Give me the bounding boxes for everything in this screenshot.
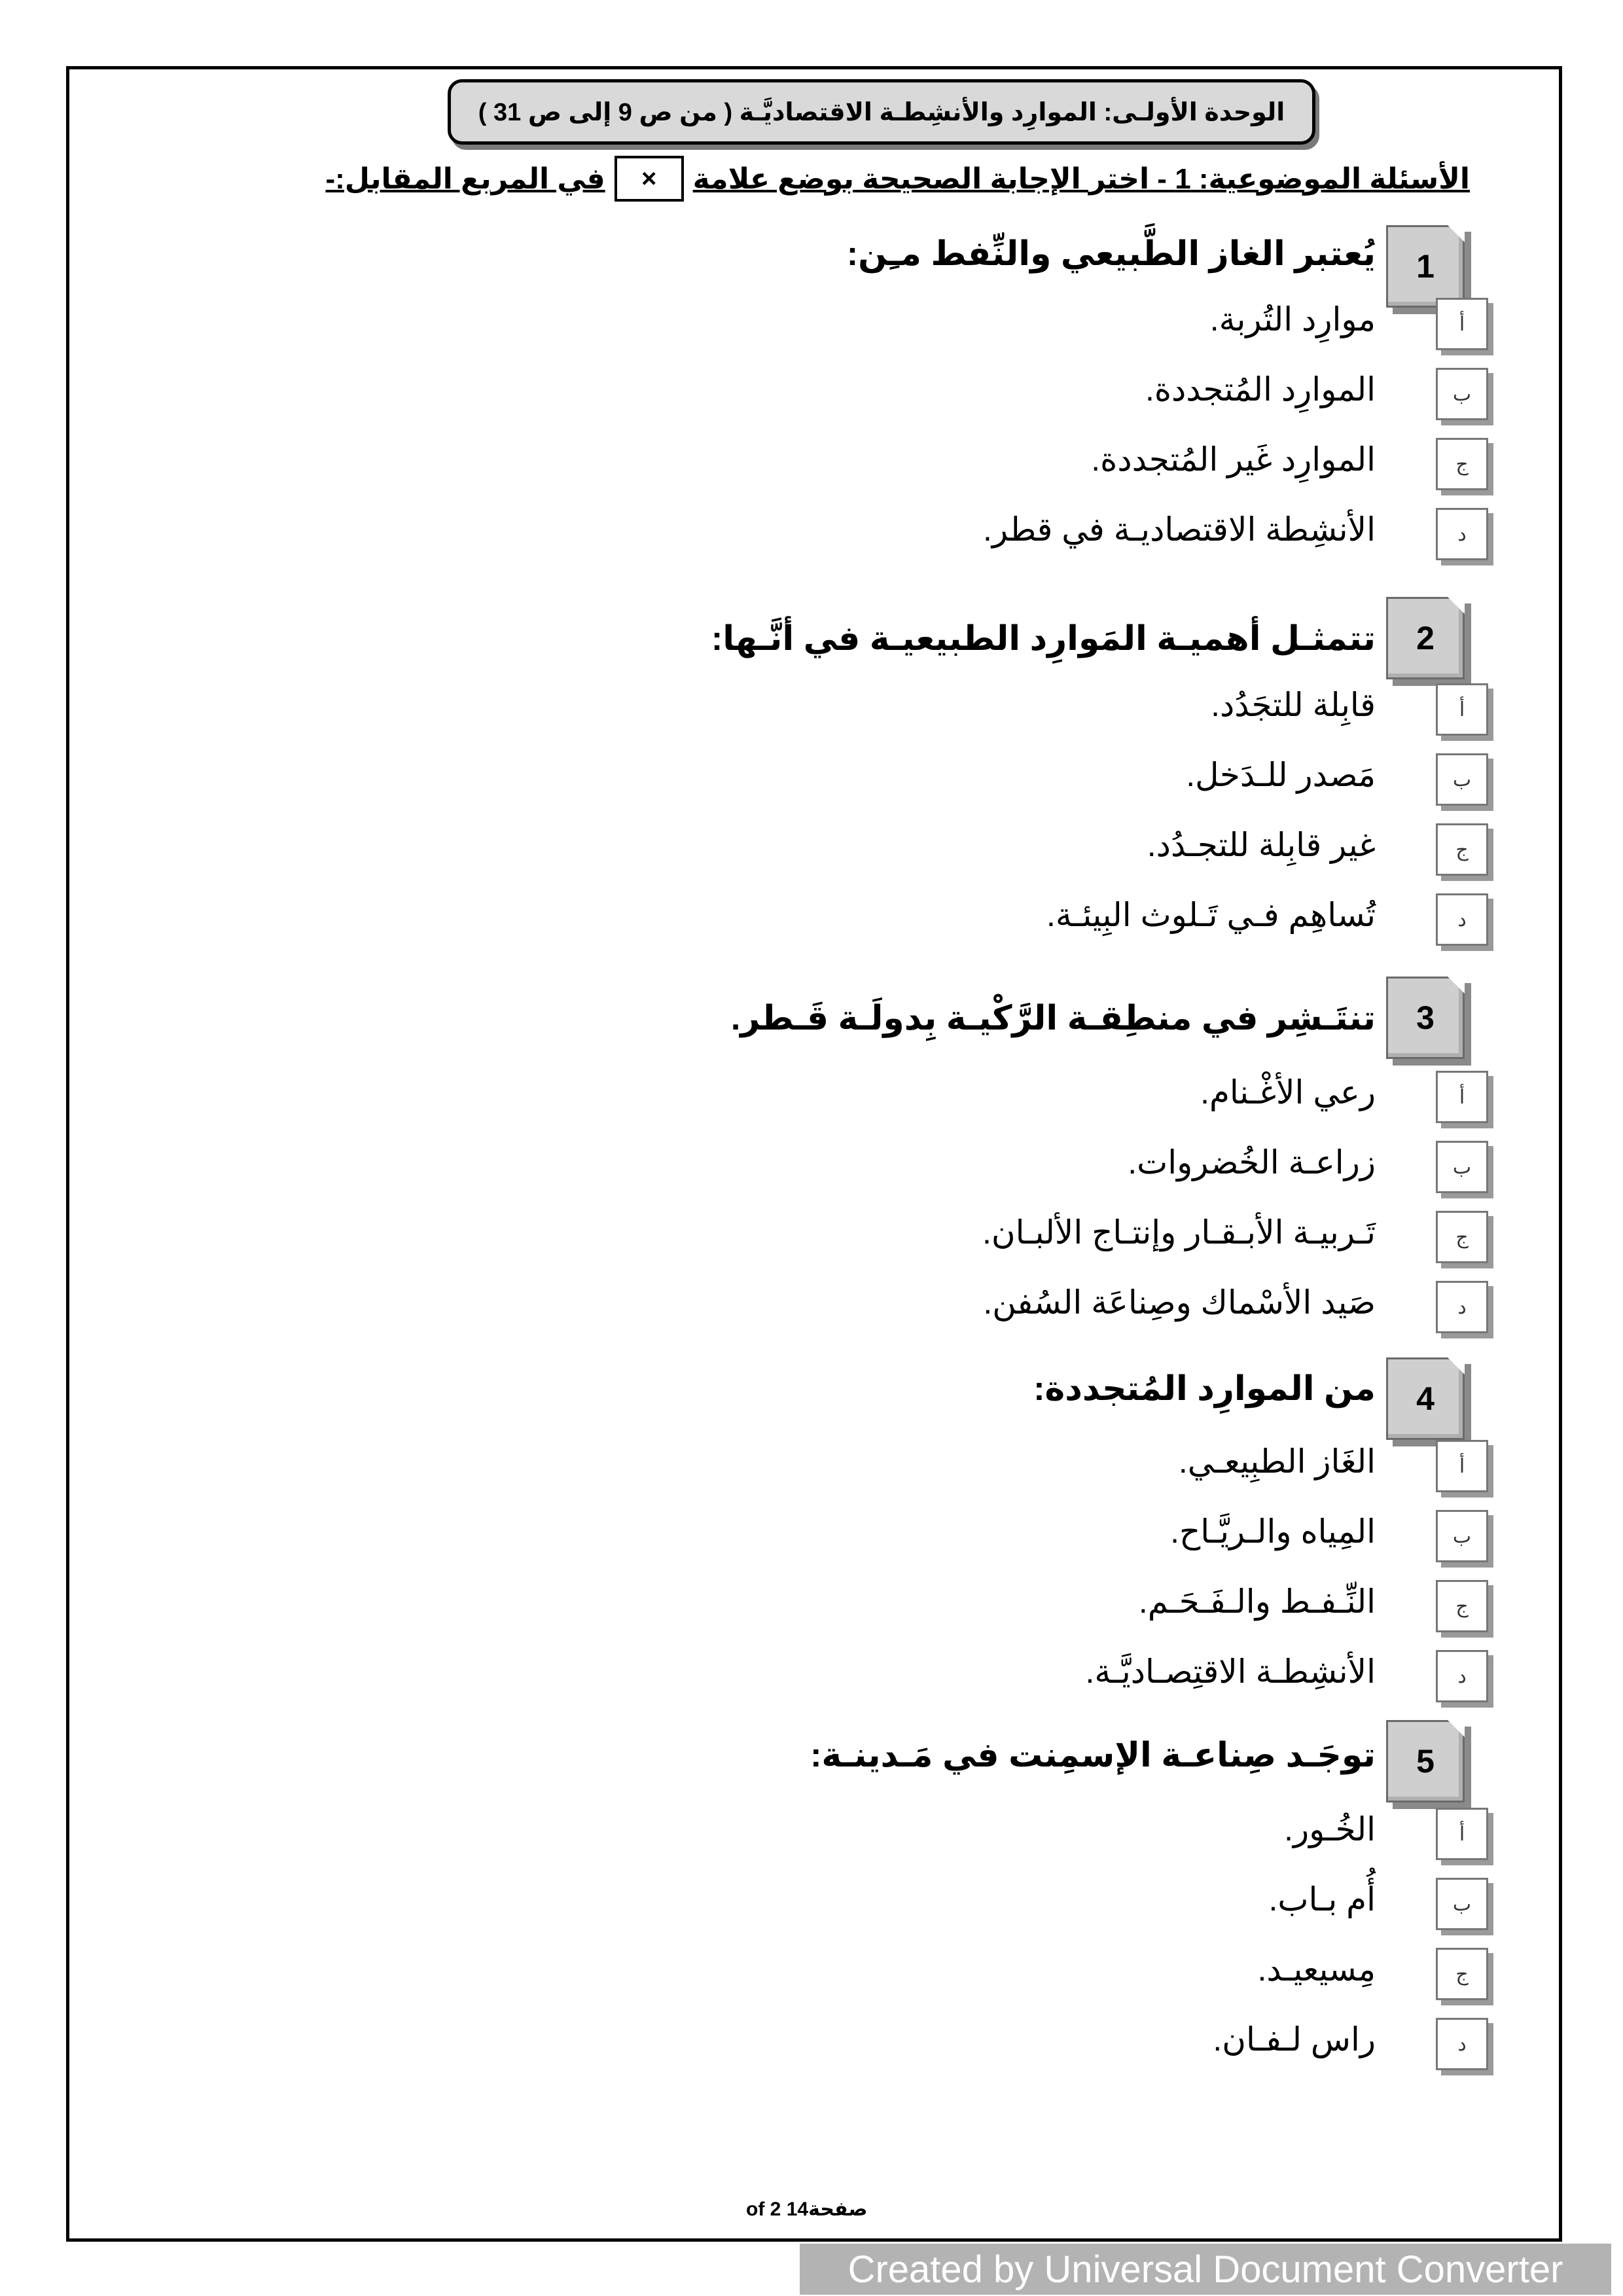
option-letter-box[interactable] (1436, 1948, 1488, 2000)
option-letter-box[interactable] (1436, 1878, 1488, 1930)
option-text: الخُـور. (1284, 1811, 1376, 1848)
option-text: أُم بـاب. (1268, 1881, 1376, 1918)
question-number-badge (1386, 1720, 1465, 1803)
option-letter: ب (1452, 1156, 1472, 1178)
question-number: 2 (1416, 620, 1435, 656)
page-of: of (746, 2198, 765, 2220)
option-letter: أ (1459, 313, 1465, 335)
answer-mark-box (615, 156, 684, 202)
option-letter: د (1457, 2033, 1467, 2055)
option-letter-box[interactable] (1436, 1510, 1488, 1562)
option-letter: د (1457, 1296, 1467, 1318)
question-number: 5 (1416, 1743, 1435, 1780)
question-text: تتمثـل أهميـة المَوارِد الطبيعيـة في أنَّـها: (711, 620, 1376, 658)
option-letter-box[interactable] (1436, 1808, 1488, 1860)
option-text: تَـربيـة الأبـقـار وإنتـاج الألبـان. (982, 1214, 1376, 1251)
option-letter: ب (1452, 383, 1472, 405)
watermark-text: Created by Universal Document Converter (847, 2248, 1563, 2291)
instruction-suffix: في المربع المقابل:- (325, 162, 605, 195)
option-text: الموارِد المُتجددة. (1145, 371, 1376, 408)
option-letter-box[interactable] (1436, 1580, 1488, 1632)
question-number-badge (1386, 597, 1465, 679)
option-letter-box[interactable] (1436, 1281, 1488, 1333)
option-letter: ج (1455, 1226, 1469, 1248)
question-number: 1 (1416, 248, 1435, 285)
option-text: غير قابِلة للتجـدُد. (1147, 827, 1376, 863)
option-letter: ب (1452, 768, 1472, 791)
option-letter: ج (1455, 453, 1469, 475)
option-letter-box[interactable] (1436, 508, 1488, 560)
option-text: صَيد الأسْماك وصِناعَة السُفن. (983, 1284, 1376, 1321)
option-letter: أ (1459, 1455, 1465, 1477)
option-letter-box[interactable] (1436, 2018, 1488, 2070)
option-letter: د (1457, 908, 1467, 931)
question-number: 3 (1416, 999, 1435, 1036)
option-letter-box[interactable] (1436, 368, 1488, 420)
page-number (746, 2198, 867, 2221)
option-letter-box[interactable] (1436, 1211, 1488, 1263)
question-text: يُعتبر الغاز الطَّبيعي والنِّفط مـِن: (846, 235, 1376, 273)
option-letter-box[interactable] (1436, 893, 1488, 946)
question-text: تنتَـشِر في منطِقـة الرَّكْيـة بِدولَـة قَـطر. (730, 999, 1376, 1037)
question-number: 4 (1416, 1380, 1435, 1417)
page-total: 14 (786, 2198, 809, 2220)
option-letter-box[interactable] (1436, 298, 1488, 350)
option-text: قابِلة للتجَدُد. (1211, 687, 1376, 723)
question-number-badge (1386, 977, 1465, 1059)
question-number-badge (1386, 1357, 1465, 1440)
option-letter: د (1457, 523, 1467, 545)
option-text: الغَاز الطبِيعـي. (1178, 1443, 1376, 1480)
option-letter: ج (1455, 1963, 1469, 1985)
option-text: الأنشِطـة الاقتِصـاديَّـة. (1085, 1653, 1376, 1690)
question-text: من الموارِد المُتجددة: (1033, 1370, 1376, 1408)
option-letter-box[interactable] (1436, 438, 1488, 490)
option-text: راس لـفـان. (1213, 2021, 1376, 2058)
option-letter: ب (1452, 1893, 1472, 1915)
unit-title: الوحدة الأولـى: الموارِد والأنشِطـة الاقتصاديَّـة ( من ص 9 إلى ص 31 ) (478, 98, 1285, 126)
option-text: زراعـة الخُضروات. (1128, 1144, 1376, 1181)
option-letter: أ (1459, 1086, 1465, 1108)
option-letter-box[interactable] (1436, 683, 1488, 736)
page-current: 2 (770, 2198, 781, 2220)
option-letter-box[interactable] (1436, 753, 1488, 806)
question-text: توجَـد صِناعـة الإسمِنت في مَـدينـة: (810, 1736, 1376, 1774)
option-letter-box[interactable] (1436, 1440, 1488, 1492)
converter-watermark (800, 2244, 1611, 2295)
option-letter-box[interactable] (1436, 1141, 1488, 1193)
option-letter-box[interactable] (1436, 1071, 1488, 1123)
option-letter: ج (1455, 838, 1469, 861)
option-text: تُساهِم فـي تَـلوث البِيئـة. (1046, 897, 1376, 933)
option-text: مَصدر للـدَخل. (1186, 757, 1376, 793)
option-text: النِّـفـط والـفَـحَـم. (1138, 1583, 1376, 1620)
option-letter: أ (1459, 1823, 1465, 1845)
option-text: المِياه والـريَّـاح. (1170, 1513, 1376, 1550)
instructions (325, 156, 1470, 202)
instruction-prefix: الأسئلة الموضوعية: 1 - اختر الإجابة الصحيحة بوضع علامة (692, 162, 1470, 195)
option-letter: ب (1452, 1525, 1472, 1547)
option-letter: ج (1455, 1595, 1469, 1617)
option-text: رعي الأغْـنام. (1200, 1074, 1376, 1111)
option-letter: أ (1459, 698, 1465, 721)
question-number-badge (1386, 225, 1465, 308)
option-letter-box[interactable] (1436, 1650, 1488, 1702)
page-label: صفحة (808, 2198, 868, 2220)
option-letter: د (1457, 1665, 1467, 1687)
option-letter-box[interactable] (1436, 823, 1488, 876)
answer-mark: × (641, 164, 657, 193)
option-text: الأنشِطة الاقتصاديـة في قطر. (982, 511, 1376, 548)
unit-title-box (448, 79, 1315, 145)
option-text: موارِد التُربة. (1209, 301, 1376, 338)
option-text: مِسيعيـد. (1257, 1951, 1376, 1988)
option-text: الموارِد غَير المُتجددة. (1091, 441, 1376, 478)
